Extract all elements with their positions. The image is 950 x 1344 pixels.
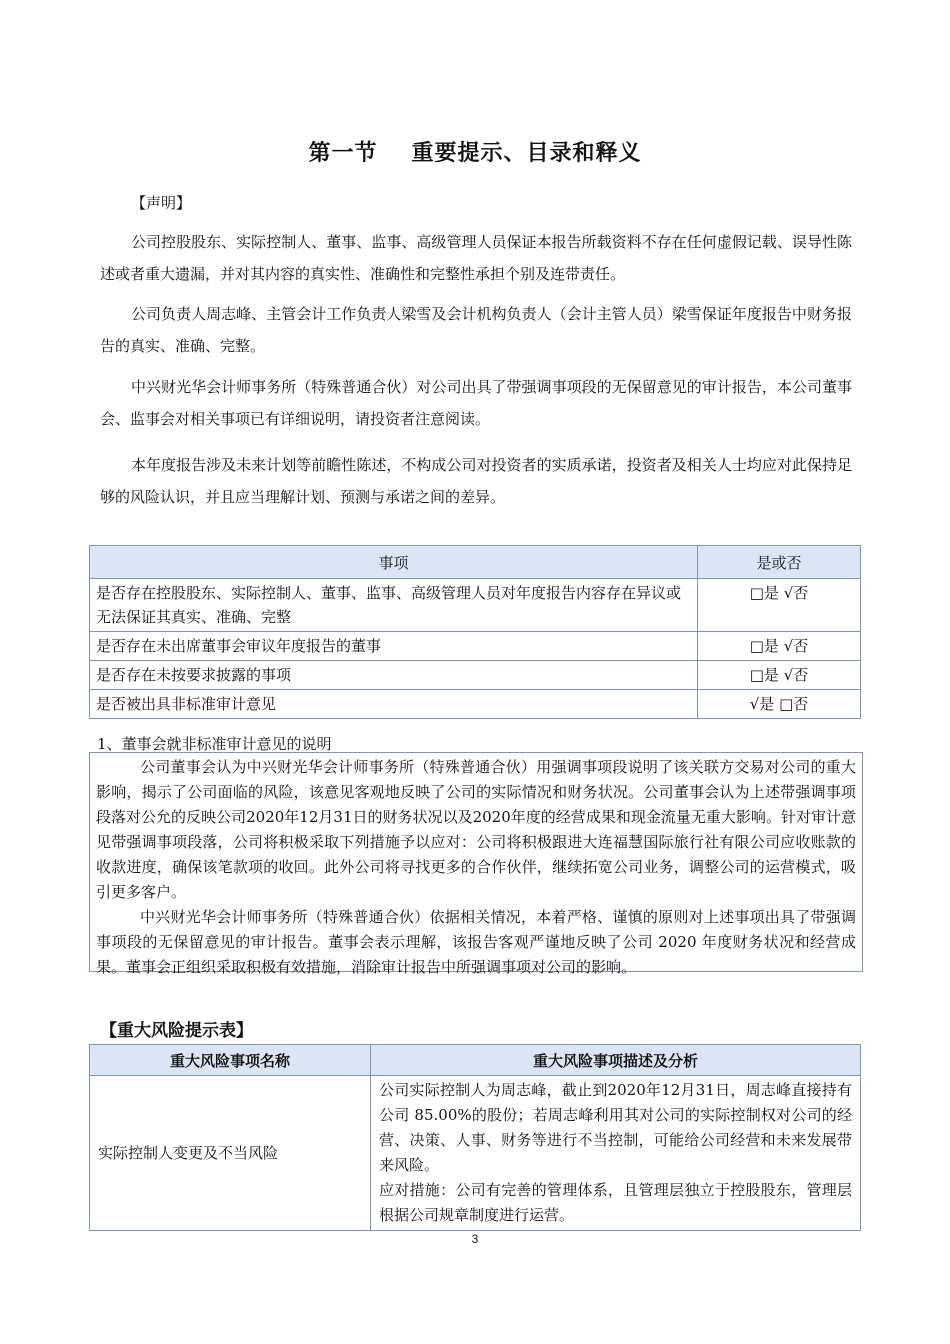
risk-description-cell bbox=[371, 1076, 861, 1231]
matters-header-answer: 是或否 bbox=[698, 546, 861, 579]
risk-table-heading: 【重大风险提示表】 bbox=[100, 1021, 253, 1041]
table-row bbox=[90, 690, 861, 719]
risk-header-description: 重大风险事项描述及分析 bbox=[371, 1045, 861, 1076]
matter-item: 是否存在未按要求披露的事项 bbox=[90, 661, 698, 690]
matters-table bbox=[89, 545, 861, 719]
risk-table bbox=[89, 1044, 861, 1231]
matters-table-header bbox=[90, 546, 861, 579]
audit-note-box bbox=[89, 752, 863, 976]
paragraph-guarantee: 公司控股股东、实际控制人、董事、监事、高级管理人员保证本报告所载资料不存在任何虚假记载、误导性陈述或者重大遗漏，并对其内容的真实性、准确性和完整性承担个别及连带责任。 bbox=[100, 233, 852, 283]
table-row bbox=[90, 579, 861, 632]
risk-description: 公司实际控制人为周志峰，截止到2020年12月31日，周志峰直接持有公司 85.00%的股份；若周志峰利用其对公司的实际控制权对公司的经营、决策、人事、财务等进行不当控制，可能给公司经营和未来发展带来风险。 bbox=[379, 1081, 852, 1174]
paragraph-auditor: 中兴财光华会计师事务所（特殊普通合伙）对公司出具了带强调事项段的无保留意见的审计报告，本公司董事会、监事会对相关事项已有详细说明，请投资者注意阅读。 bbox=[100, 378, 852, 428]
matter-answer: □是 √否 bbox=[698, 632, 861, 661]
audit-note-heading: 1、董事会就非标准审计意见的说明 bbox=[97, 735, 332, 753]
page-number: 3 bbox=[471, 1232, 479, 1246]
declaration-label: 【声明】 bbox=[131, 194, 192, 212]
paragraph-forward-looking: 本年度报告涉及未来计划等前瞻性陈述，不构成公司对投资者的实质承诺，投资者及相关人士均应对此保持足够的风险认识，并且应当理解计划、预测与承诺之间的差异。 bbox=[100, 456, 852, 506]
risk-measure: 应对措施：公司有完善的管理体系，且管理层独立于控股股东，管理层根据公司规章制度进行运营。 bbox=[379, 1181, 852, 1224]
table-row bbox=[90, 1076, 861, 1231]
section-number: 第一节 bbox=[308, 141, 378, 166]
paragraph-responsible-persons: 公司负责人周志峰、主管会计工作负责人梁雪及会计机构负责人（会计主管人员）梁雪保证年度报告中财务报告的真实、准确、完整。 bbox=[100, 305, 852, 355]
table-row bbox=[90, 632, 861, 661]
risk-name: 实际控制人变更及不当风险 bbox=[90, 1076, 371, 1231]
matter-item: 是否被出具非标准审计意见 bbox=[90, 690, 698, 719]
risk-table-header bbox=[90, 1045, 861, 1076]
section-heading: 重要提示、目录和释义 bbox=[411, 141, 642, 166]
matter-item: 是否存在控股股东、实际控制人、董事、监事、高级管理人员对年度报告内容存在异议或无法保证其真实、准确、完整 bbox=[90, 579, 698, 632]
matter-answer: √是 □否 bbox=[698, 690, 861, 719]
matter-answer: □是 √否 bbox=[698, 579, 861, 632]
matter-answer: □是 √否 bbox=[698, 661, 861, 690]
audit-note-paragraph: 公司董事会认为中兴财光华会计师事务所（特殊普通合伙）用强调事项段说明了该关联方交易对公司的重大影响，揭示了公司面临的风险，该意见客观地反映了公司的实际情况和财务状况。公司董事会认为上述带强调事项段落对公允的反映公司2020年12月31日的财务状况以及2020年度的经营成果和现金流量无重大影响。针对审计意见带强调事项段落，公司将积极采取下列措施予以应对：公司将积极跟进大连福慧国际旅行社有限公司应收账款的收款进度，确保该笔款项的收回。此外公司将寻找更多的合作伙伴，继续拓宽公司业务，调整公司的运营模式，吸引更多客户。 bbox=[96, 758, 856, 901]
matters-header-item: 事项 bbox=[90, 546, 698, 579]
table-row bbox=[90, 661, 861, 690]
audit-note-paragraph: 中兴财光华会计师事务所（特殊普通合伙）依据相关情况，本着严格、谨慎的原则对上述事项出具了带强调事项段的无保留意见的审计报告。董事会表示理解，该报告客观严谨地反映了公司 2020 年度财务状况和经营成果。董事会正组织采取积极有效措施，消除审计报告中所强调事项对公司的影响。 bbox=[96, 908, 856, 976]
page-title bbox=[0, 136, 950, 167]
matter-item: 是否存在未出席董事会审议年度报告的董事 bbox=[90, 632, 698, 661]
risk-header-name: 重大风险事项名称 bbox=[90, 1045, 371, 1076]
